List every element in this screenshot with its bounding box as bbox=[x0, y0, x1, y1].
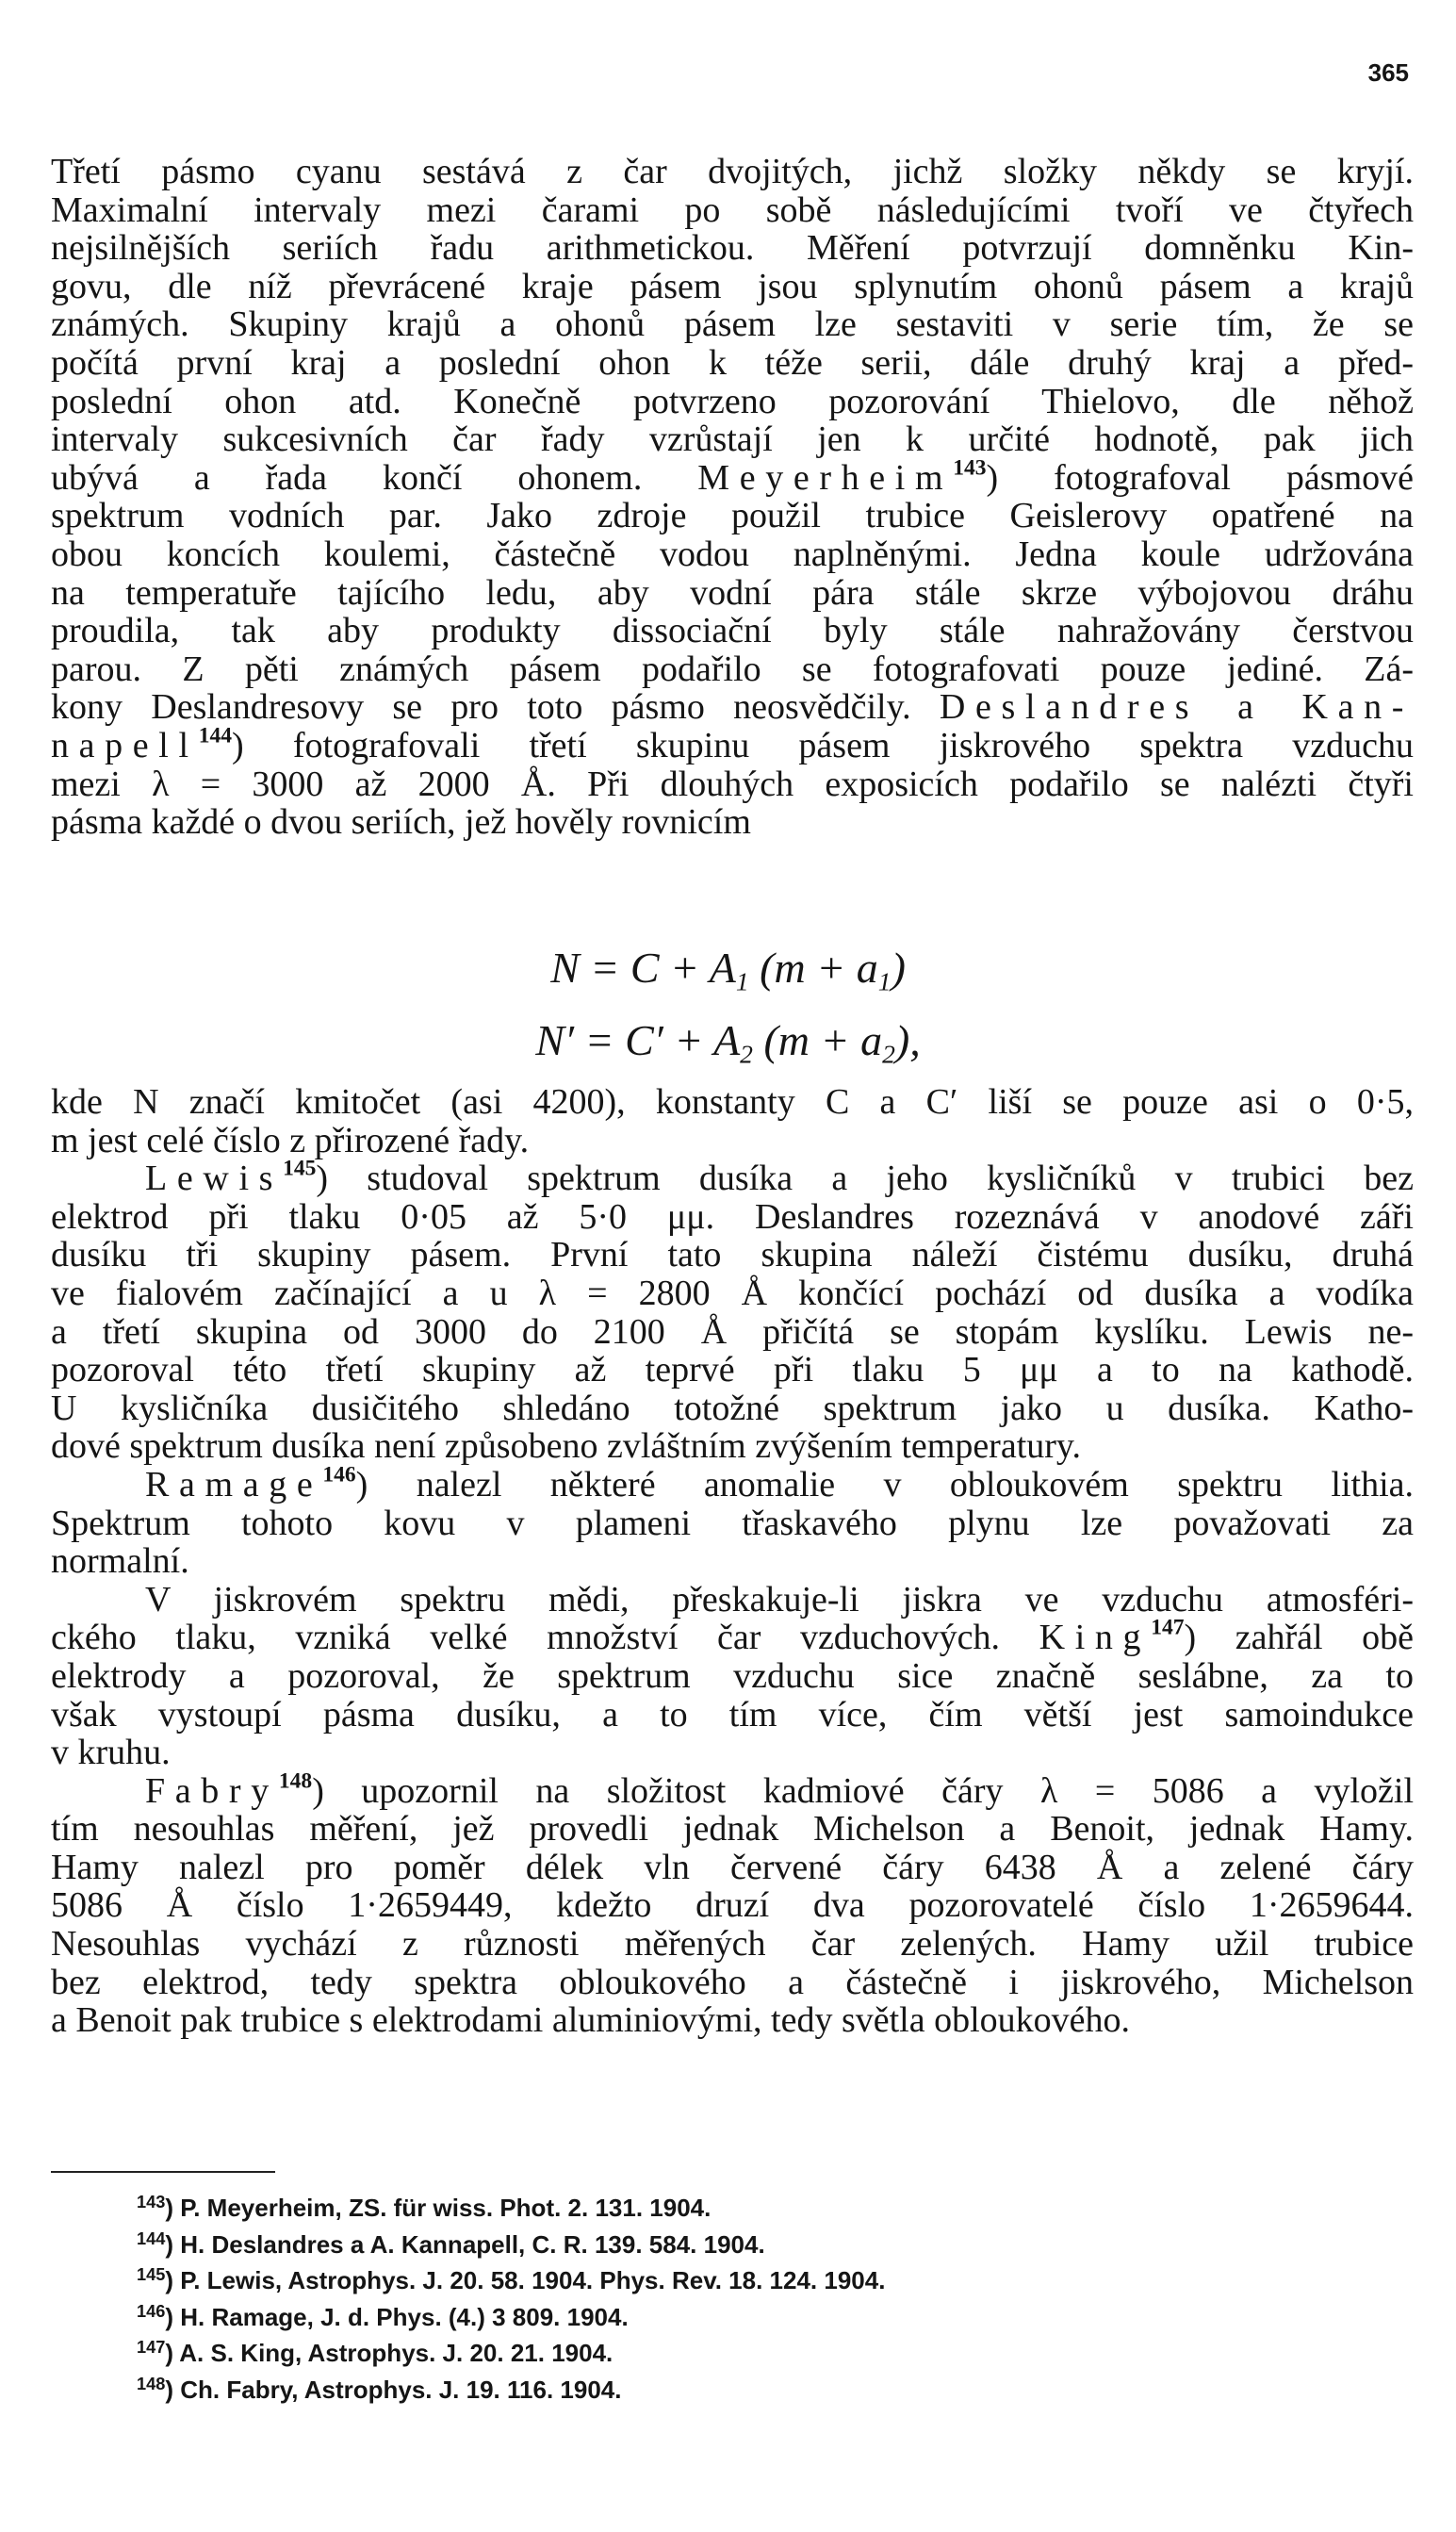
text-line: Fabry$^{148}$) upozornil na složitost kadmiové čáry λ = 5086 a vyložil bbox=[145, 1768, 1415, 1811]
text-line: tím nesouhlas měření, jež provedli jednak Michelson a Benoit, jednak Hamy. bbox=[51, 1809, 1414, 1850]
author-name: Deslandres a Kan- bbox=[939, 687, 1415, 728]
footnote-text: ) P. Meyerheim, ZS. für wiss. Phot. 2. 131. 1904. bbox=[165, 2194, 712, 2223]
text-line: v kruhu. bbox=[51, 1733, 171, 1773]
footnote-text: ) H. Ramage, J. d. Phys. (4.) 3 809. 1904. bbox=[165, 2302, 629, 2331]
eq-symbol: a bbox=[860, 1016, 883, 1064]
text-line: Maximalní intervaly mezi čarami po sobě následujícími tvoří ve čtyřech bbox=[51, 189, 1414, 230]
footnote-ref: 145 bbox=[283, 1156, 317, 1181]
text-line bbox=[51, 723, 1414, 765]
text-line: obou koncích koulemi, částečně vodou naplněnými. Jedna koule udržována bbox=[51, 534, 1414, 574]
text-fragment: ) fotografovali třetí skupinu pásem jiskrového spektra vzduchu bbox=[232, 725, 1414, 765]
text-line: počítá první kraj a poslední ohon k téže serii, dále druhý kraj a před- bbox=[51, 342, 1414, 383]
footnote-text: ) P. Lewis, Astrophys. J. 20. 58. 1904. Phys. Rev. 18. 124. 1904. bbox=[165, 2266, 886, 2295]
footnote bbox=[137, 2260, 1362, 2296]
text-line: dové spektrum dusíka není způsobeno zvláštním zvýšením temperatury. bbox=[51, 1426, 1081, 1467]
eq-subscript: 1 bbox=[735, 966, 749, 996]
eq-symbol: A bbox=[709, 944, 736, 992]
text-line: bez elektrod, tedy spektra obloukového a částečně i jiskrového, Michelson bbox=[51, 1962, 1414, 2002]
equation-1: N = C + A1 (m + a1) bbox=[550, 944, 906, 996]
text-line: parou. Z pěti známých pásem podařilo se fotografovati pouze jediné. Zá- bbox=[51, 649, 1414, 689]
footnote-number: 146 bbox=[137, 2301, 166, 2321]
text-fragment: kony Deslandresovy se pro toto pásmo neosvědčily. bbox=[51, 687, 940, 728]
eq-symbol: m bbox=[774, 944, 806, 992]
footnote-number: 143 bbox=[137, 2193, 166, 2211]
text-line: mezi λ = 3000 až 2000 Å. Při dlouhých exposicích podařilo se nalézti čtyři bbox=[51, 764, 1414, 804]
footnote bbox=[137, 2369, 1362, 2406]
eq-symbol: A bbox=[713, 1016, 741, 1064]
text-fragment: upozornil na složitost kadmiové čáry λ = 5086 a vyložil bbox=[361, 1770, 1415, 1811]
text-line: kde N značí kmitočet (asi 4200), konstanty C a C′ liší se pouze asi o 0·5, bbox=[51, 1082, 1414, 1122]
footnote bbox=[137, 2224, 1362, 2261]
text-line: dusíku tři skupiny pásem. První tato skupina náleží čistému dusíku, druhá bbox=[51, 1235, 1414, 1275]
author-name: King bbox=[1039, 1618, 1152, 1658]
footnote bbox=[137, 2332, 1362, 2369]
footnote-number: 145 bbox=[137, 2265, 166, 2285]
text-line: Ramage$^{146}$) nalezl některé anomalie v obloukovém spektru lithia. bbox=[145, 1462, 1415, 1504]
body-text bbox=[51, 153, 1414, 842]
text-line: Hamy nalezl pro poměr délek vln červené čáry 6438 Å a zelené čáry bbox=[51, 1847, 1414, 1887]
text-line: V jiskrovém spektru mědi, přeskakuje-li jiskra ve vzduchu atmosféri- bbox=[145, 1579, 1414, 1619]
text-line: elektrody a pozoroval, že spektrum vzduchu sice značně seslábne, za to bbox=[51, 1655, 1414, 1696]
text-fragment: zahřál obě bbox=[1235, 1618, 1414, 1658]
author-name: Lewis bbox=[145, 1159, 284, 1199]
eq-symbol: a bbox=[856, 944, 878, 992]
eq-symbol: m bbox=[777, 1016, 810, 1064]
text-line: ve fialovém začínající a u λ = 2800 Å končící pochází od dusíka a vodíka bbox=[51, 1273, 1414, 1313]
text-line: pásma každé o dvou seriích, jež hověly rovnicím bbox=[51, 802, 751, 843]
text-line bbox=[51, 688, 1414, 727]
text-line: U kysličníka dusičitého shledáno totožné spektrum jako u dusíka. Katho- bbox=[51, 1388, 1414, 1428]
text-line: intervaly sukcesivních čar řady vzrůstají jen k určité hodnotě, pak jich bbox=[51, 419, 1414, 460]
text-line: Lewis$^{145}$) studoval spektrum dusíka a jeho kysličníků v trubici bez bbox=[145, 1156, 1414, 1199]
text-fragment: studoval spektrum dusíka a jeho kysličníků v trubici bez bbox=[367, 1159, 1414, 1199]
text-line: proudila, tak aby produkty dissociační byly stále nahražovány čerstvou bbox=[51, 611, 1414, 651]
eq-subscript: 1 bbox=[877, 966, 892, 996]
eq-symbol: N bbox=[550, 944, 580, 992]
text-line: ckého tlaku, vzniká velké množství čar vzduchových. King$^{147}$) zahřál obě bbox=[51, 1616, 1414, 1658]
text-line: spektrum vodních par. Jako zdroje použil trubice Geislerovy opatřené na bbox=[51, 496, 1414, 536]
text-line: 5086 Å číslo 1·2659449, kdežto druzí dva pozorovatelé číslo 1·2659644. bbox=[51, 1885, 1414, 1926]
eq-symbol: C′ bbox=[625, 1016, 663, 1064]
eq-subscript: 2 bbox=[882, 1039, 895, 1069]
footnote-ref: 143 bbox=[953, 455, 987, 481]
text-fragment: ubývá a řada končí ohonem. bbox=[51, 457, 698, 498]
footnote-number: 147 bbox=[137, 2338, 166, 2358]
body-text-continued bbox=[51, 1083, 1414, 2040]
text-line: poslední ohon atd. Konečně potvrzeno pozorování Thielovo, dle něhož bbox=[51, 381, 1414, 421]
author-name: Fabry bbox=[145, 1770, 279, 1811]
equation-2: N′ = C′ + A2 (m + a2), bbox=[535, 1016, 921, 1069]
text-line: Třetí pásmo cyanu sestává z čar dvojitých, jichž složky někdy se kryjí. bbox=[51, 152, 1414, 191]
text-fragment: ckého tlaku, vzniká velké množství čar vzduchových. bbox=[51, 1618, 1001, 1658]
footnote-text: ) Ch. Fabry, Astrophys. J. 19. 116. 1904. bbox=[165, 2376, 622, 2405]
text-line: normalní. bbox=[51, 1541, 189, 1582]
text-line: Nesouhlas vychází z různosti měřených čar zelených. Hamy užil trubice bbox=[51, 1924, 1414, 1965]
author-name: Meyerheim bbox=[697, 457, 954, 498]
text-line bbox=[51, 455, 1414, 498]
footnote-ref: 147 bbox=[1151, 1616, 1185, 1640]
text-fragment: nalezl některé anomalie v obloukovém spektru lithia. bbox=[416, 1464, 1415, 1504]
footnote-number: 148 bbox=[137, 2374, 166, 2393]
footnote-number: 144 bbox=[137, 2228, 166, 2248]
text-line: a Benoit pak trubice s elektrodami aluminiovými, tedy světla obloukového. bbox=[51, 2000, 1131, 2041]
text-line: známých. Skupiny krajů a ohonů pásem lze sestaviti v serie tím, že se bbox=[51, 304, 1414, 345]
footnotes bbox=[137, 2187, 1362, 2406]
text-fragment: ) fotografoval pásmové bbox=[986, 457, 1414, 498]
footnote-text: ) H. Deslandres a A. Kannapell, C. R. 139. 584. 1904. bbox=[165, 2229, 765, 2259]
footnote-ref: 146 bbox=[322, 1462, 356, 1488]
eq-symbol: C bbox=[630, 944, 660, 992]
eq-symbol: N′ bbox=[535, 1016, 575, 1064]
eq-subscript: 2 bbox=[740, 1039, 753, 1069]
text-line: nejsilnějších seriích řadu arithmetickou. Měření potvrzují domněnku Kin- bbox=[51, 228, 1414, 269]
footnote-ref: 148 bbox=[278, 1768, 313, 1794]
page-number: 365 bbox=[1367, 58, 1409, 87]
footnote bbox=[137, 2296, 1362, 2333]
text-line: pozoroval této třetí skupiny až teprvé při tlaku 5 μμ a to na kathodě. bbox=[51, 1350, 1414, 1390]
footnote-ref: 144 bbox=[198, 723, 233, 748]
footnote bbox=[137, 2187, 1362, 2224]
footnote-text: ) A. S. King, Astrophys. J. 20. 21. 1904. bbox=[165, 2339, 613, 2368]
footnote-divider bbox=[51, 2171, 275, 2173]
author-name: Ramage bbox=[145, 1464, 323, 1504]
text-line: Spektrum tohoto kovu v plameni třaskavého plynu lze považovati za bbox=[51, 1503, 1414, 1543]
text-line: však vystoupí pásma dusíku, a to tím více, čím větší jest samoindukce bbox=[51, 1694, 1414, 1735]
text-line: m jest celé číslo z přirozené řady. bbox=[51, 1120, 530, 1160]
author-name: napell bbox=[51, 725, 199, 765]
text-line: govu, dle níž převrácené kraje pásem jsou splynutím ohonů pásem a krajů bbox=[51, 266, 1414, 306]
text-line: na temperatuře tajícího ledu, aby vodní pára stále skrze výbojovou dráhu bbox=[51, 572, 1414, 613]
text-line: elektrod při tlaku 0·05 až 5·0 μμ. Deslandres rozeznává v anodové záři bbox=[51, 1196, 1414, 1237]
text-line: a třetí skupina od 3000 do 2100 Å přičítá se stopám kyslíku. Lewis ne- bbox=[51, 1311, 1414, 1352]
